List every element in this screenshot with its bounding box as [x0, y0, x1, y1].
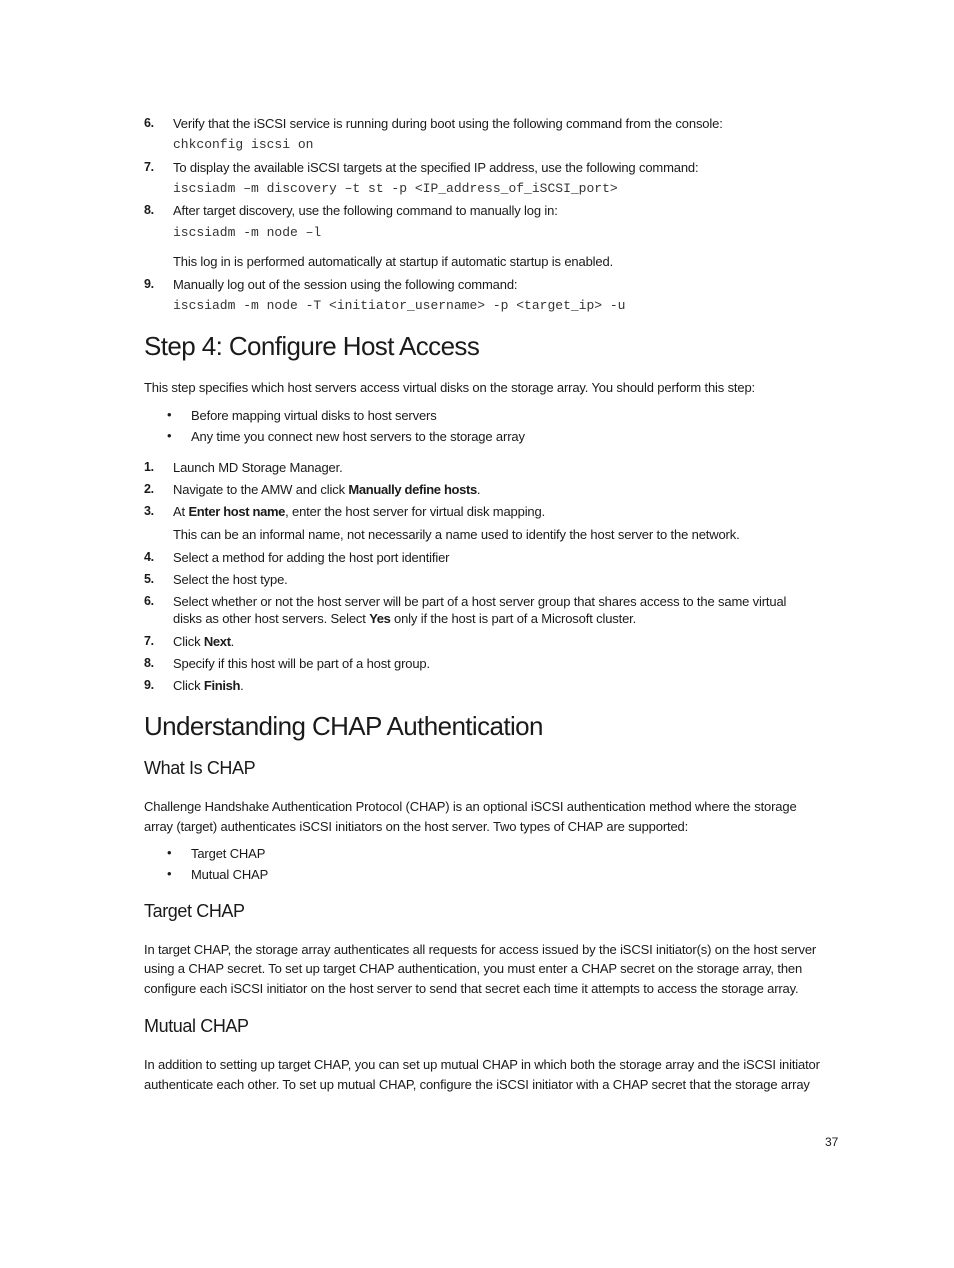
step-text: Select the host type. [173, 572, 288, 587]
step-number: 8. [144, 203, 154, 217]
ui-term: Finish [203, 678, 241, 693]
step-text: Select whether or not the host server will be part of a host server group that shares access to the same virtual [173, 594, 787, 609]
step-text: Specify if this host will be part of a host group. [173, 656, 430, 671]
step-text: Click Finish. [173, 678, 244, 693]
bullet-item: Target CHAP [191, 846, 266, 861]
step-number: 6. [144, 594, 154, 608]
step-text: Manually log out of the session using the following command: [173, 277, 518, 292]
step-number: 7. [144, 634, 154, 648]
step-number: 3. [144, 504, 154, 518]
paragraph-line: In addition to setting up target CHAP, you can set up mutual CHAP in which both the storage array and the iSCSI initiator [144, 1057, 820, 1072]
bullet-glyph: • [167, 407, 172, 422]
bullet-glyph: • [167, 866, 172, 881]
step-text: Navigate to the AMW and click Manually define hosts. [173, 482, 481, 497]
step-number: 7. [144, 160, 154, 174]
paragraph-line: Challenge Handshake Authentication Protocol (CHAP) is an optional iSCSI authentication method where the storage [144, 799, 797, 814]
step-text: Launch MD Storage Manager. [173, 460, 343, 475]
command-code: chkconfig iscsi on [173, 137, 314, 152]
step-text: Click Next. [173, 634, 235, 649]
step-number: 2. [144, 482, 154, 496]
step-text: After target discovery, use the following command to manually log in: [173, 203, 558, 218]
step-number: 4. [144, 550, 154, 564]
step-number: 9. [144, 678, 154, 692]
ui-term: Manually define hosts [348, 482, 477, 497]
subsection-heading: What Is CHAP [144, 758, 256, 778]
bullet-item: Mutual CHAP [191, 867, 269, 882]
ui-term: Next [203, 634, 231, 649]
step-number: 8. [144, 656, 154, 670]
subsection-heading: Mutual CHAP [144, 1016, 249, 1036]
ui-term: Yes [369, 611, 391, 626]
section-heading: Understanding CHAP Authentication [144, 711, 543, 741]
step-number: 9. [144, 277, 154, 291]
command-code: iscsiadm –m discovery –t st -p <IP_address_of_iSCSI_port> [173, 181, 618, 196]
paragraph-line: using a CHAP secret. To set up target CHAP authentication, you must enter a CHAP secret on the storage array, then [144, 961, 803, 976]
paragraph-line: array (target) authenticates iSCSI initiators on the host server. Two types of CHAP are supported: [144, 819, 689, 834]
step-number: 1. [144, 460, 154, 474]
ui-term: Enter host name [188, 504, 286, 519]
bullet-glyph: • [167, 428, 172, 443]
step-note: This log in is performed automatically at startup if automatic startup is enabled. [173, 254, 614, 269]
command-code: iscsiadm -m node –l [173, 225, 322, 240]
step-number: 5. [144, 572, 154, 586]
paragraph-line: In target CHAP, the storage array authenticates all requests for access issued by the iSCSI initiator(s) on the host server [144, 942, 817, 957]
step-text: At Enter host name, enter the host server for virtual disk mapping. [173, 504, 546, 519]
step-note: This can be an informal name, not necessarily a name used to identify the host server to the network. [173, 527, 740, 542]
subsection-heading: Target CHAP [144, 901, 245, 921]
page-number: 37 [825, 1135, 839, 1149]
paragraph-line: authenticate each other. To set up mutual CHAP, configure the iSCSI initiator with a CHAP secret that the storage array [144, 1077, 810, 1092]
bullet-item: Before mapping virtual disks to host servers [191, 408, 437, 423]
step-text: To display the available iSCSI targets at the specified IP address, use the following command: [173, 160, 699, 175]
step-text: Select a method for adding the host port identifier [173, 550, 450, 565]
command-code: iscsiadm -m node -T <initiator_username> -p <target_ip> -u [173, 298, 626, 313]
step-text: Verify that the iSCSI service is running during boot using the following command from the console: [173, 116, 723, 131]
section-intro: This step specifies which host servers access virtual disks on the storage array. You should perform this step: [144, 380, 756, 395]
paragraph-line: configure each iSCSI initiator on the host server to send that secret each time it attempts to access the storage array. [144, 981, 799, 996]
step-text: disks as other host servers. Select Yes only if the host is part of a Microsoft cluster. [173, 611, 637, 626]
step-number: 6. [144, 116, 154, 130]
section-heading: Step 4: Configure Host Access [144, 331, 480, 361]
bullet-glyph: • [167, 845, 172, 860]
bullet-item: Any time you connect new host servers to the storage array [191, 429, 525, 444]
